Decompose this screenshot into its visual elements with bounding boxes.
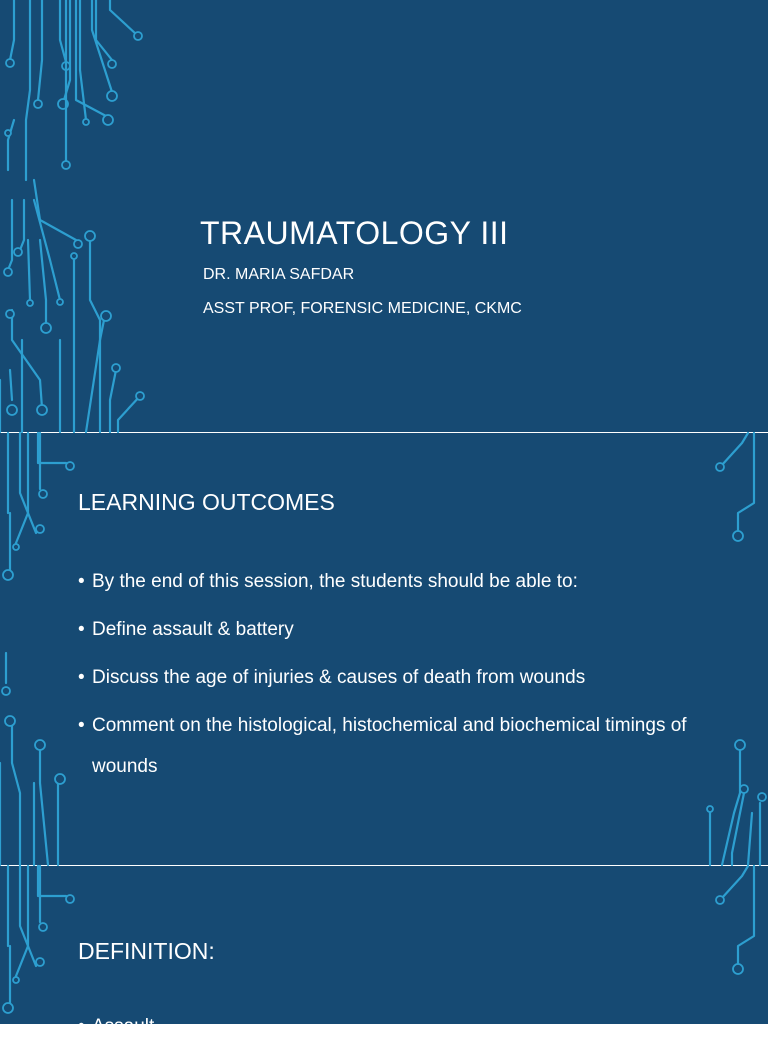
slide-2[interactable] [0, 433, 768, 865]
bullet-list [78, 561, 698, 794]
slide-1[interactable] [0, 0, 768, 432]
circuit-decoration-left [0, 0, 160, 432]
bullet-item: • Comment on the histological, histochemical and biochemical timings of wounds [78, 705, 698, 787]
circuit-decoration-left [0, 433, 80, 865]
presentation-title: TRAUMATOLOGY III [200, 215, 509, 251]
slide-heading: LEARNING OUTCOMES [78, 489, 335, 515]
author-name: DR. MARIA SAFDAR [203, 266, 355, 283]
author-affiliation: ASST PROF, FORENSIC MEDICINE, CKMC [203, 300, 522, 317]
bullet-item: • Assault [78, 1006, 698, 1047]
bullet-item: • Discuss the age of injuries & causes of death from wounds [78, 657, 698, 698]
bullet-list [78, 1006, 698, 1054]
slide-3[interactable] [0, 866, 768, 1037]
slide-heading: DEFINITION: [78, 938, 215, 964]
circuit-decoration-right [688, 866, 768, 1024]
bullet-item: • By the end of this session, the students should be able to: [78, 561, 698, 602]
circuit-decoration-right [688, 433, 768, 865]
bullet-item: • Define assault & battery [78, 609, 698, 650]
circuit-decoration-left [0, 866, 80, 1024]
